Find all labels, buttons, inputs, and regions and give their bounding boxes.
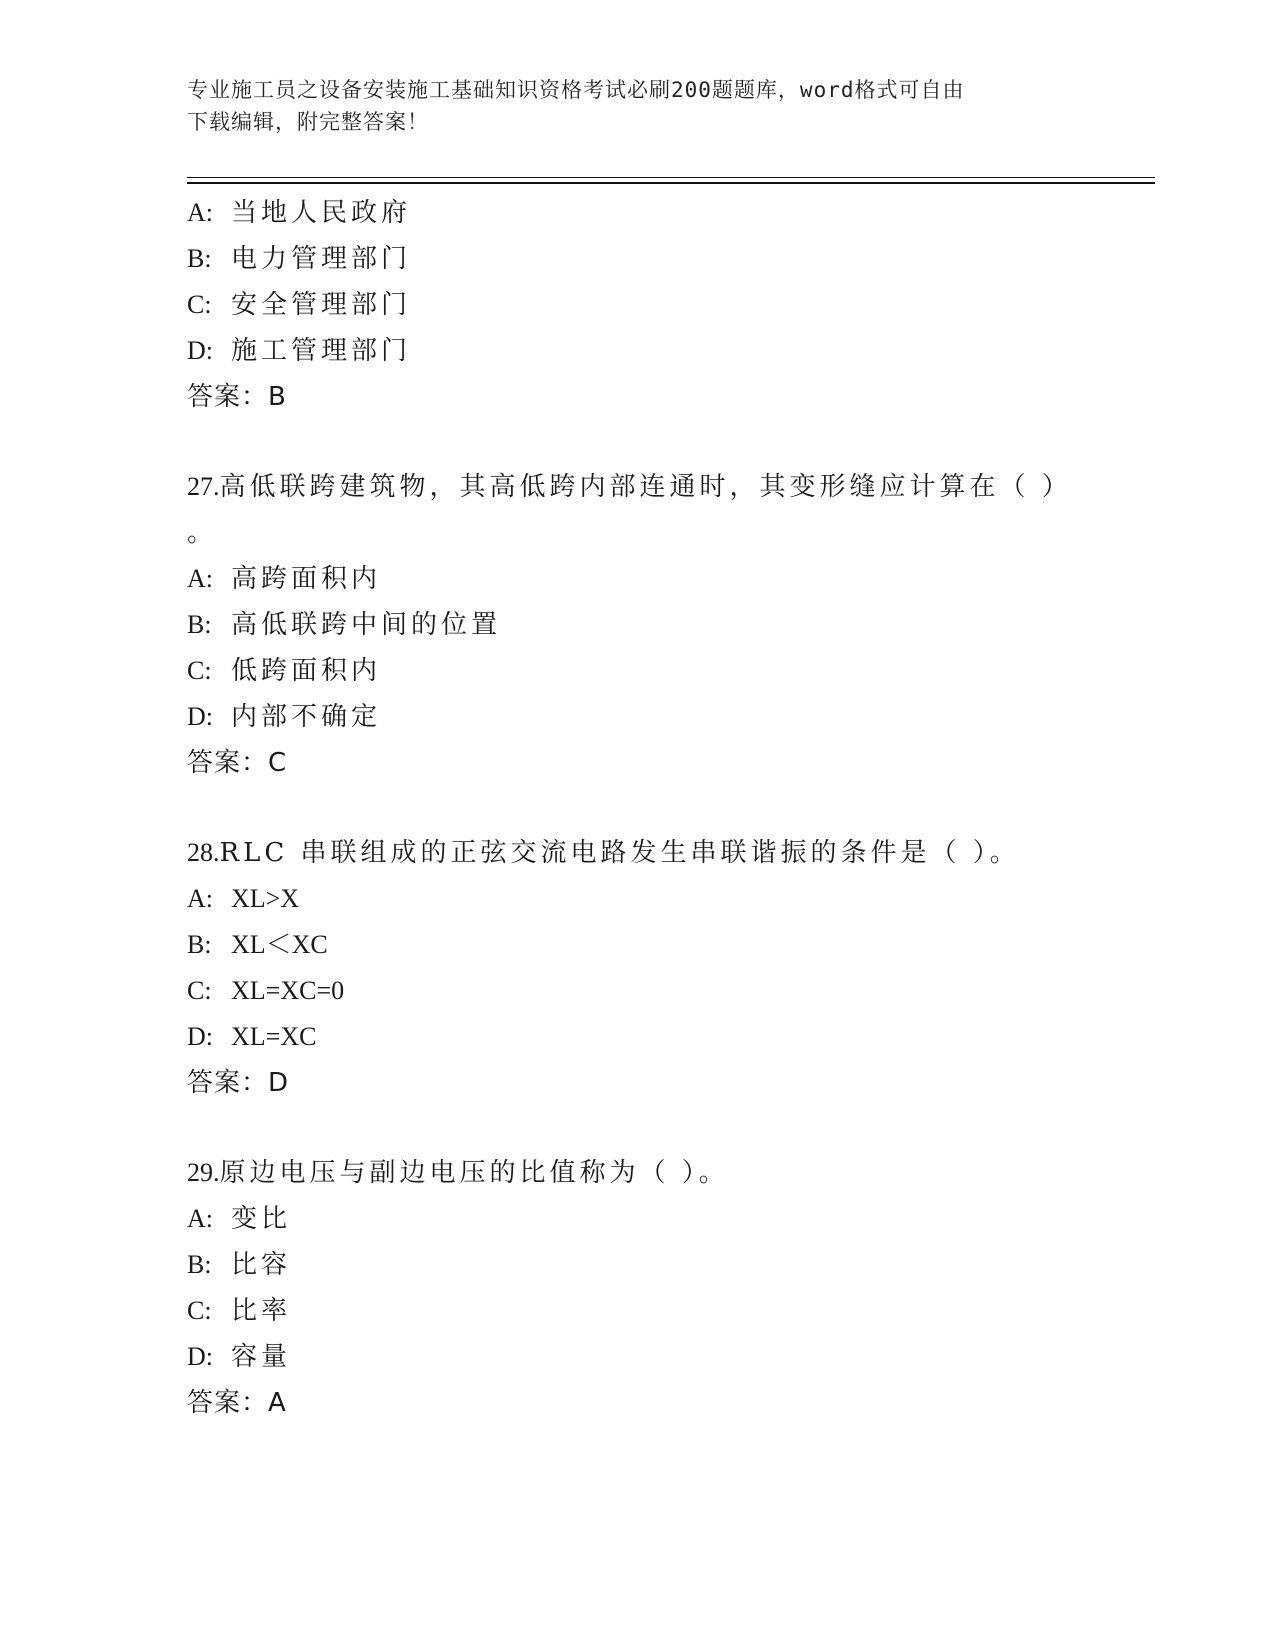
- header-line-1: 专业施工员之设备安装施工基础知识资格考试必刷200题题库，word格式可自由: [187, 78, 965, 102]
- option-text: 比容: [231, 1250, 292, 1280]
- option-a: [187, 556, 1087, 602]
- option-letter: B:: [187, 930, 212, 959]
- option-letter: A:: [187, 884, 213, 913]
- question-text: RLC 串联组成的正弦交流电路发生串联谐振的条件是（ ）。: [219, 838, 1020, 868]
- option-letter: C:: [187, 1296, 212, 1325]
- option-text: 低跨面积内: [231, 656, 382, 686]
- question-stem: [187, 1150, 1087, 1196]
- question-stem: [187, 464, 1087, 510]
- option-a: [187, 1196, 1087, 1242]
- question-28: [187, 830, 1087, 1106]
- question-stem-continuation: 。: [187, 518, 218, 548]
- option-c: [187, 648, 1087, 694]
- option-b: [187, 602, 1087, 648]
- header-divider-thick: [187, 182, 1155, 184]
- option-text: XL=XC=0: [231, 976, 345, 1005]
- option-a: [187, 876, 1087, 922]
- option-letter: B:: [187, 1250, 212, 1279]
- option-text: 内部不确定: [231, 702, 382, 732]
- option-d: [187, 1334, 1087, 1380]
- option-text: 高低联跨中间的位置: [231, 610, 502, 640]
- option-letter: A:: [187, 198, 213, 227]
- option-text: 容量: [231, 1342, 292, 1372]
- option-b: [187, 922, 1087, 968]
- option-letter: D:: [187, 336, 213, 365]
- option-c: [187, 1288, 1087, 1334]
- option-d: [187, 328, 1087, 374]
- option-c: [187, 282, 1087, 328]
- option-letter: B:: [187, 610, 212, 639]
- option-d: [187, 694, 1087, 740]
- option-text: 电力管理部门: [231, 244, 412, 274]
- question-26: [187, 190, 1087, 420]
- option-letter: B:: [187, 244, 212, 273]
- option-letter: A:: [187, 1204, 213, 1233]
- option-text: 施工管理部门: [231, 336, 412, 366]
- option-letter: D:: [187, 1342, 213, 1371]
- option-a: [187, 190, 1087, 236]
- option-text: 比率: [231, 1296, 292, 1326]
- option-text: 高跨面积内: [231, 564, 382, 594]
- option-letter: C:: [187, 290, 212, 319]
- option-text: XL>X: [231, 884, 300, 913]
- question-text: 高低联跨建筑物，其高低跨内部连通时，其变形缝应计算在（ ）: [219, 472, 1072, 502]
- answer-line: 答案：A: [187, 1388, 287, 1418]
- question-number: 28.: [187, 838, 220, 867]
- header-line-2: 下载编辑，附完整答案！: [187, 110, 429, 134]
- option-text: XL＜XC: [231, 930, 328, 959]
- option-text: XL=XC: [231, 1022, 317, 1051]
- option-text: 安全管理部门: [231, 290, 412, 320]
- header-divider-thin: [187, 177, 1155, 178]
- option-letter: D:: [187, 1022, 213, 1051]
- option-letter: C:: [187, 656, 212, 685]
- option-c: [187, 968, 1087, 1014]
- option-text: 变比: [231, 1204, 292, 1234]
- option-d: [187, 1014, 1087, 1060]
- option-b: [187, 1242, 1087, 1288]
- answer-line: 答案：C: [187, 748, 288, 778]
- option-letter: A:: [187, 564, 213, 593]
- question-list: [187, 190, 1087, 1426]
- option-text: 当地人民政府: [231, 198, 412, 228]
- question-27: [187, 464, 1087, 786]
- option-b: [187, 236, 1087, 282]
- question-stem: [187, 830, 1087, 876]
- option-letter: C:: [187, 976, 212, 1005]
- question-29: [187, 1150, 1087, 1426]
- answer-line: 答案：B: [187, 382, 287, 412]
- answer-line: 答案：D: [187, 1068, 290, 1098]
- document-header: [187, 74, 1087, 138]
- option-letter: D:: [187, 702, 213, 731]
- question-number: 29.: [187, 1158, 220, 1187]
- question-number: 27.: [187, 472, 220, 501]
- question-text: 原边电压与副边电压的比值称为（ ）。: [219, 1158, 729, 1188]
